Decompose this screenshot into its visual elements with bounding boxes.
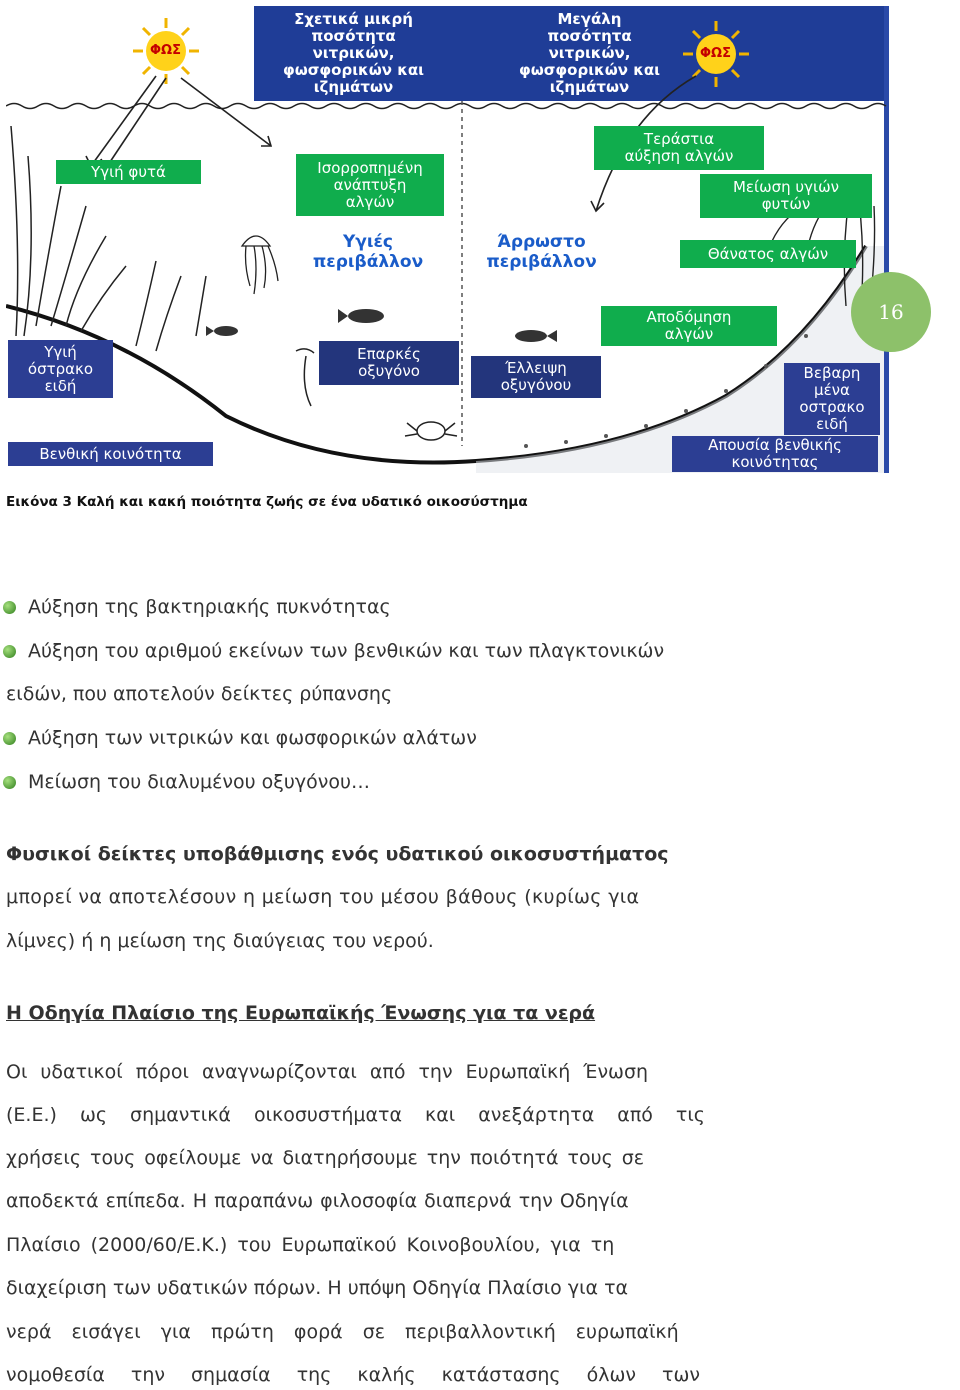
paragraph-line: λίμνες) ή η μείωση της διαύγειας του νερού. — [6, 930, 434, 952]
paragraph-line: μπορεί να αποτελέσουν η μείωση του μέσου βάθους (κυρίως για — [6, 886, 640, 908]
bullet-continuation: ειδών, που αποτελούν δείκτες ρύπανσης — [6, 683, 393, 705]
bullet-icon — [3, 645, 16, 658]
paragraph-line: διαχείριση των υδατικών πόρων. Η υπόψη Οδηγία Πλαίσιο για τα — [6, 1277, 629, 1299]
paragraph-line: αποδεκτά επίπεδα. Η παραπάνω φιλοσοφία διαπερνά την Οδηγία — [6, 1190, 629, 1212]
light-arrows-left — [86, 76, 271, 168]
sun-right-label: ΦΩΣ — [700, 46, 731, 61]
jellyfish-icon — [242, 236, 278, 294]
paragraph-line: χρήσεις τους οφείλουμε να διατηρήσουμε την ποιότητά τους σε — [6, 1147, 645, 1169]
water-surface — [6, 104, 886, 109]
no-benthic-label: Απουσία βενθικής κοινότητας — [672, 436, 878, 472]
paragraph-line: Οι υδατικοί πόροι αναγνωρίζονται από την Ευρωπαϊκή Ένωση — [6, 1061, 649, 1083]
enough-oxygen-label: Επαρκές οξυγόνο — [319, 341, 459, 385]
bullet-item: Μείωση του διαλυμένου οξυγόνου… — [0, 771, 370, 793]
top-left-label: Σχετικά μικρή ποσότητα νιτρικών, φωσφορικών και ιζημάτων — [282, 9, 424, 96]
benthic-label: Βενθική κοινότητα — [8, 442, 213, 466]
paragraph-line: νερά εισάγει για πρώτη φορά σε περιβαλλοντική ευρωπαϊκή — [6, 1321, 679, 1343]
balanced-algae-label: Ισορροπημένη ανάπτυξη αλγών — [296, 154, 444, 216]
algae-death-label: Θάνατος αλγών — [680, 240, 856, 268]
section-heading-physical: Φυσικοί δείκτες υποβάθμισης ενός υδατικού οικοσυστήματος — [6, 843, 669, 865]
bullet-item: Αύξηση των νιτρικών και φωσφορικών αλάτων — [0, 727, 477, 749]
paragraph-line: νομοθεσία την σημασία της καλής κατάστασης όλων των — [6, 1364, 700, 1386]
fish-icon — [206, 309, 557, 342]
bullet-item: Αύξηση του αριθμού εκείνων των βενθικών και των πλαγκτονικών — [0, 640, 664, 662]
lack-oxygen-label: Έλλειψη οξυγόνου — [471, 356, 601, 398]
bullet-icon — [3, 776, 16, 789]
paragraph-line: Πλαίσιο (2000/60/Ε.Κ.) του Ευρωπαϊκού Κοινοβουλίου, για τη — [6, 1234, 615, 1256]
healthy-plants-label: Υγιή φυτά — [56, 160, 201, 184]
bullet-icon — [3, 601, 16, 614]
section-heading-directive: Η Οδηγία Πλαίσιο της Ευρωπαϊκής Ένωσης για τα νερά — [6, 1002, 596, 1024]
decomposition-label: Αποδόμηση αλγών — [601, 306, 777, 346]
burdened-shell-label: Βεβαρη μένα οστρακο ειδή — [784, 363, 880, 435]
sick-env-label: Άρρωστο περιβάλλον — [486, 232, 597, 272]
paragraph-line: (Ε.Ε.) ως σημαντικά οικοσυστήματα και ανεξάρτητα από τις — [6, 1104, 705, 1126]
ecosystem-figure — [6, 6, 889, 473]
figure-caption: Εικόνα 3 Καλή και κακή ποιότητα ζωής σε ένα υδατικό οικοσύστημα — [6, 494, 528, 510]
bullet-item: Αύξηση της βακτηριακής πυκνότητας — [0, 596, 391, 618]
healthy-env-label: Υγιές περιβάλλον — [312, 232, 424, 272]
huge-algae-label: Τεράστια αύξηση αλγών — [594, 126, 764, 170]
plant-decline-label: Μείωση υγιών φυτών — [700, 174, 872, 218]
top-right-label: Μεγάλη ποσότητα νιτρικών, φωσφορικών και ιζημάτων — [518, 9, 660, 96]
bullet-icon — [3, 732, 16, 745]
sun-left-label: ΦΩΣ — [150, 43, 181, 58]
healthy-shell-label: Υγιή όστρακο ειδή — [8, 340, 113, 398]
page-number-badge: 16 — [851, 272, 931, 352]
